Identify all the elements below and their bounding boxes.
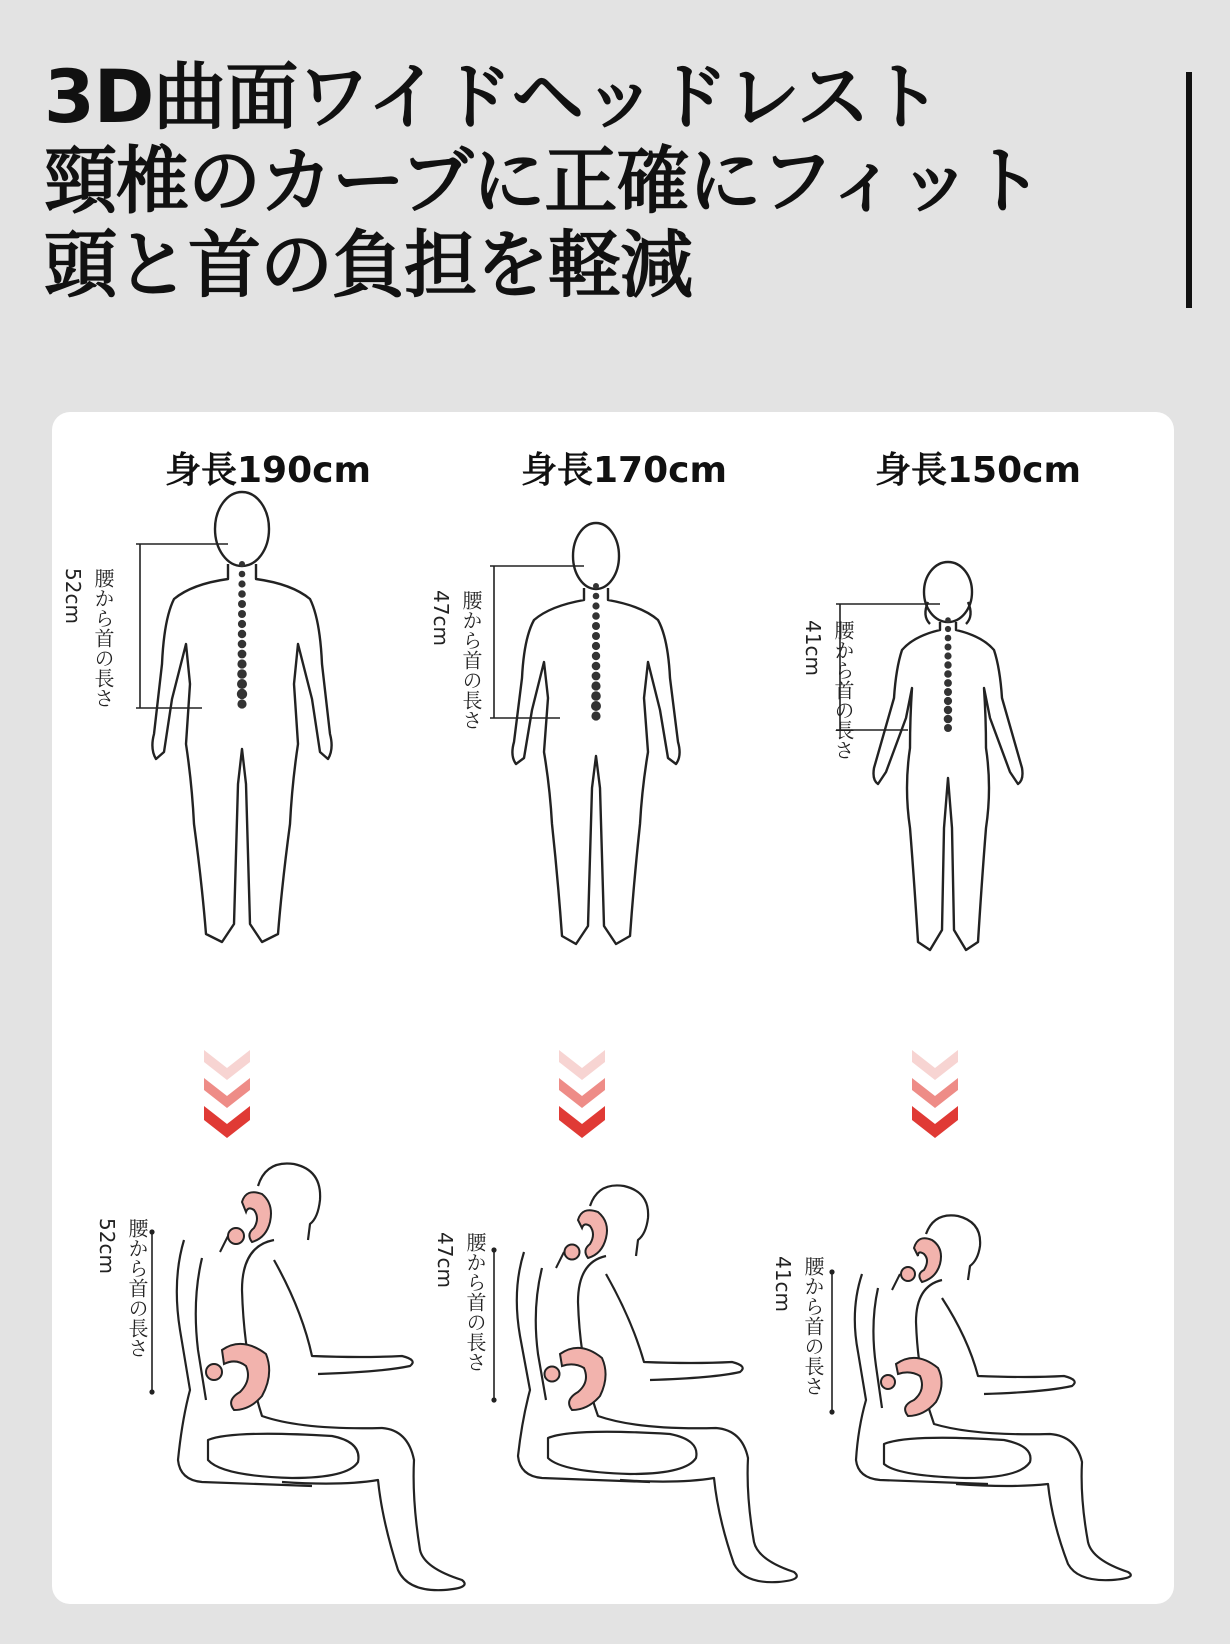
seated-measure-label-150: 腰から首の長さ [801, 1256, 825, 1396]
measure-label-170: 腰から首の長さ [459, 590, 483, 730]
seated-measure-label-170: 腰から首の長さ [463, 1232, 487, 1372]
headline-line-3: 頭と首の負担を軽減 [44, 223, 692, 308]
seated-measure-label-190: 腰から首の長さ [125, 1218, 149, 1358]
measure-value-190: 52cm [61, 568, 85, 624]
height-label-190: 身長190cm [165, 450, 371, 491]
chevron-down-icon [910, 1048, 960, 1140]
accent-bar [1186, 72, 1192, 308]
seated-measure-value-170: 47cm [433, 1232, 457, 1288]
seated-chair-icon [842, 1212, 1152, 1602]
seated-chair-icon [504, 1180, 814, 1600]
headline-line-1: 3D曲面ワイドヘッドレスト [44, 55, 942, 140]
measure-label-190: 腰から首の長さ [91, 568, 115, 708]
standing-body-icon [848, 558, 1088, 968]
measure-label-150: 腰から首の長さ [831, 620, 855, 760]
comparison-card [52, 412, 1174, 1604]
seated-measure-value-150: 41cm [771, 1256, 795, 1312]
height-label-170: 身長170cm [521, 450, 727, 491]
headline-line-2: 頸椎のカーブに正確にフィット [44, 139, 1043, 224]
headline [44, 56, 1043, 308]
chevron-down-icon [202, 1048, 252, 1140]
measure-value-150: 41cm [801, 620, 825, 676]
chevron-down-icon [557, 1048, 607, 1140]
seated-measure-value-190: 52cm [95, 1218, 119, 1274]
measure-value-170: 47cm [429, 590, 453, 646]
height-label-150: 身長150cm [875, 450, 1081, 491]
standing-body-icon [142, 484, 382, 964]
seated-chair-icon [162, 1160, 472, 1600]
standing-body-icon [496, 518, 736, 968]
